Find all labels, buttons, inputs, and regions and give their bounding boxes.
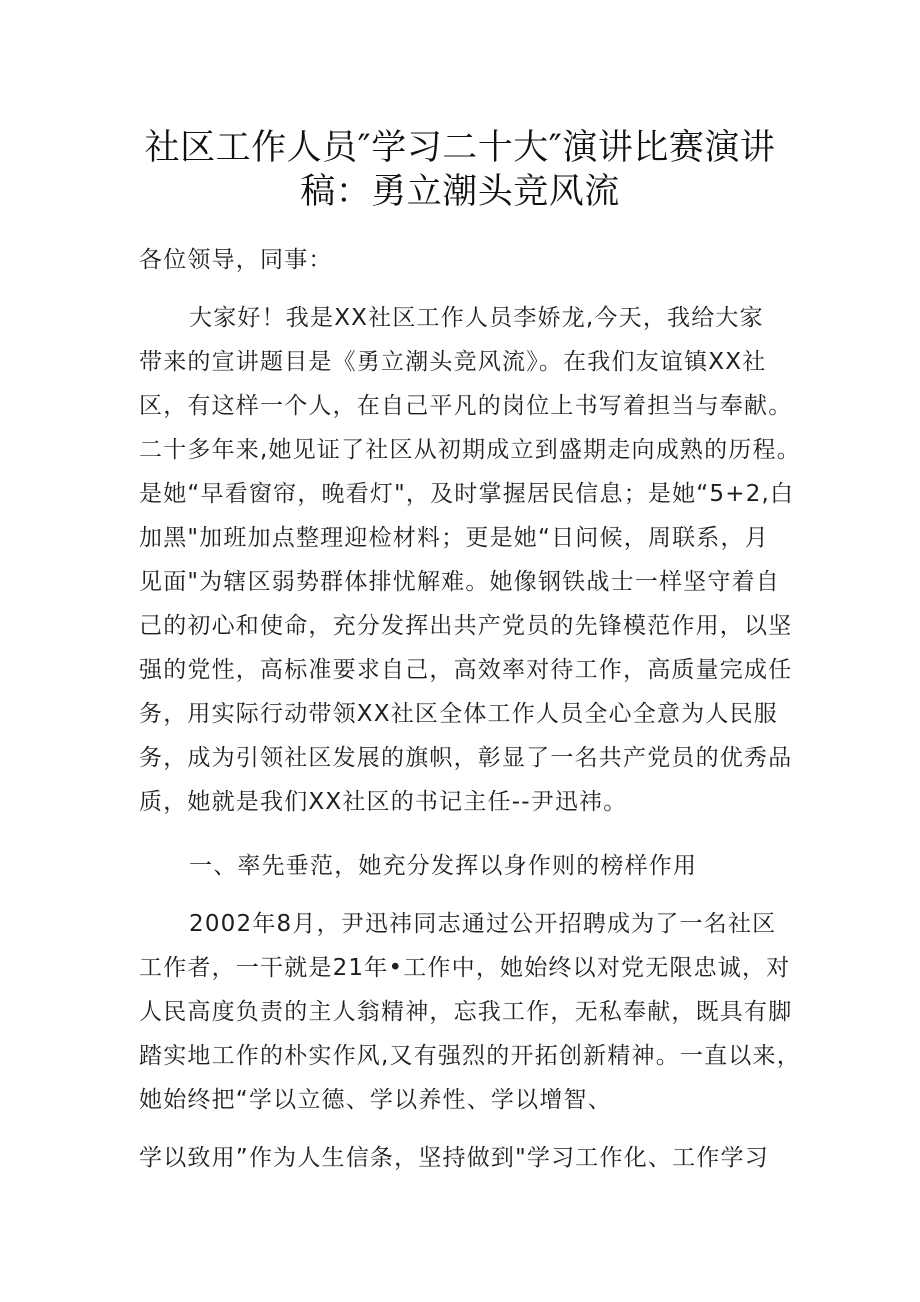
body-line: 带来的宣讲题目是《勇立潮头竞风流》。在我们友谊镇XX社 (139, 349, 767, 375)
body-line: 见面"为辖区弱势群体排忧解难。她像钢铁战士一样坚守着自 (139, 569, 780, 595)
body-line: 人民高度负责的主人翁精神，忘我工作，无私奉献，既具有脚 (139, 999, 793, 1025)
body-line: 务，成为引领社区发展的旗帜，彰显了一名共产党员的优秀品 (139, 745, 793, 771)
document-title-line-1: 社区工作人员″学习二十大″演讲比赛演讲 (144, 128, 776, 168)
body-line: 大家好！我是XX社区工作人员李娇龙,今天，我给大家 (189, 305, 764, 331)
body-line: 她始终把“学以立德、学以养性、学以增智、 (139, 1087, 612, 1113)
body-line: 踏实地工作的朴实作风,又有强烈的开拓创新精神。一直以来， (139, 1043, 801, 1069)
body-line: 是她“早看窗帘，晚看灯"，及时掌握居民信息；是她“5+2,白 (139, 481, 795, 507)
body-line: 学以致用”作为人生信条，坚持做到"学习工作化、工作学习 (139, 1145, 769, 1171)
body-line: 工作者，一干就是21年•工作中，她始终以对党无限忠诚，对 (139, 955, 791, 981)
body-line: 2002年8月，尹迅祎同志通过公开招聘成为了一名社区 (189, 911, 777, 937)
salutation: 各位领导，同事： (139, 247, 333, 273)
body-line: 务，用实际行动带领XX社区全体工作人员全心全意为人民服 (139, 701, 778, 727)
section-heading: 一、率先垂范，她充分发挥以身作则的榜样作用 (189, 853, 698, 879)
body-line: 区，有这样一个人，在自己平凡的岗位上书写着担当与奉献。 (139, 393, 793, 419)
body-line: 己的初心和使命，充分发挥出共产党员的先锋模范作用，以坚 (139, 613, 793, 639)
body-line: 强的党性，高标准要求自己，高效率对待工作，高质量完成任 (139, 657, 793, 683)
body-line: 质，她就是我们XX社区的书记主任--尹迅祎。 (139, 789, 628, 815)
body-line: 加黑"加班加点整理迎检材料；更是她“日问候，周联系，月 (139, 525, 769, 551)
document-title-line-2: 稿：勇立潮头竞风流 (300, 172, 620, 212)
body-line: 二十多年来,她见证了社区从初期成立到盛期走向成熟的历程。 (139, 437, 801, 463)
